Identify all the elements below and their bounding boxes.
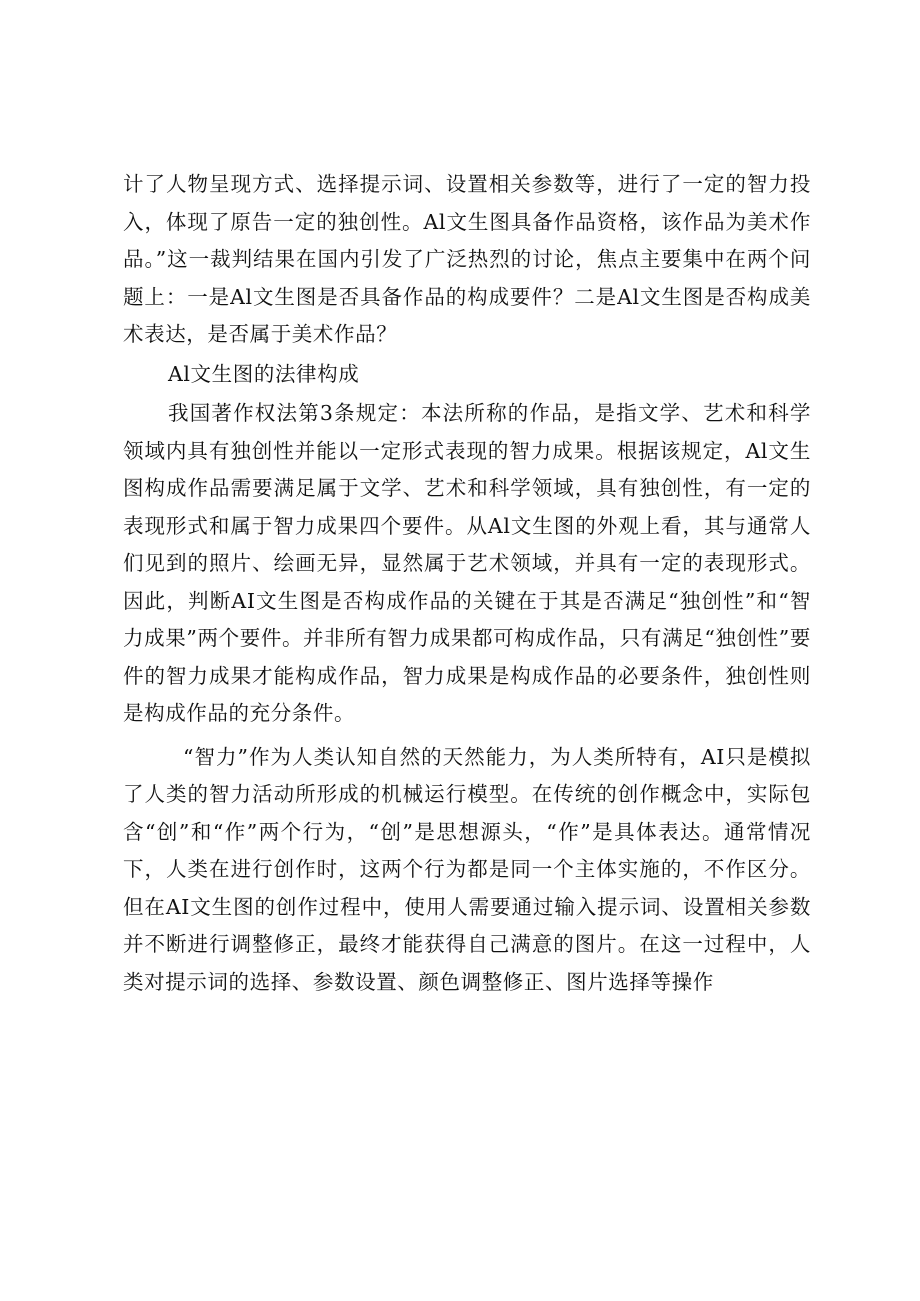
paragraph-legal-definition: 我国著作权法第3条规定：本法所称的作品，是指文学、艺术和科学领域内具有独创性并能以一定形式表现的智力成果。根据该规定，Al文生图构成作品需要满足属于文学、艺术和科学领域，具有独创性，有一定的表现形式和属于智力成果四个要件。从Al文生图的外观上看，其与通常人们见到的照片、绘画无异，显然属于艺术领域，并具有一定的表现形式。因此，判断AI文生图是否构成作品的关键在于其是否满足“独创性”和“智力成果”两个要件。并非所有智力成果都可构成作品，只有满足“独创性”要件的智力成果才能构成作品，智力成果是构成作品的必要条件，独创性则是构成作品的充分条件。 xyxy=(123,401,811,725)
section-heading: Al文生图的法律构成 xyxy=(168,361,360,386)
document-body xyxy=(123,166,811,1001)
paragraph-continuation: 计了人物呈现方式、选择提示词、设置相关参数等，进行了一定的智力投入，体现了原告一定的独创性。Al文生图具备作品资格，该作品为美术作品。”这一裁判结果在国内引发了广泛热烈的讨论，焦点主要集中在两个问题上：一是Al文生图是否具备作品的构成要件？二是Al文生图是否构成美术表达，是否属于美术作品？ xyxy=(123,172,811,346)
paragraph-intelligence: “智力”作为人类认知自然的天然能力，为人类所特有，AI只是模拟了人类的智力活动所形成的机械运行模型。在传统的创作概念中，实际包含“创”和“作”两个行为，“创”是思想源头，“作”是具体表达。通常情况下，人类在进行创作时，这两个行为都是同一个主体实施的，不作区分。但在AI文生图的创作过程中，使用人需要通过输入提示词、设置相关参数并不断进行调整修正，最终才能获得自己满意的图片。在这一过程中，人类对提示词的选择、参数设置、颜色调整修正、图片选择等操作 xyxy=(123,744,811,994)
